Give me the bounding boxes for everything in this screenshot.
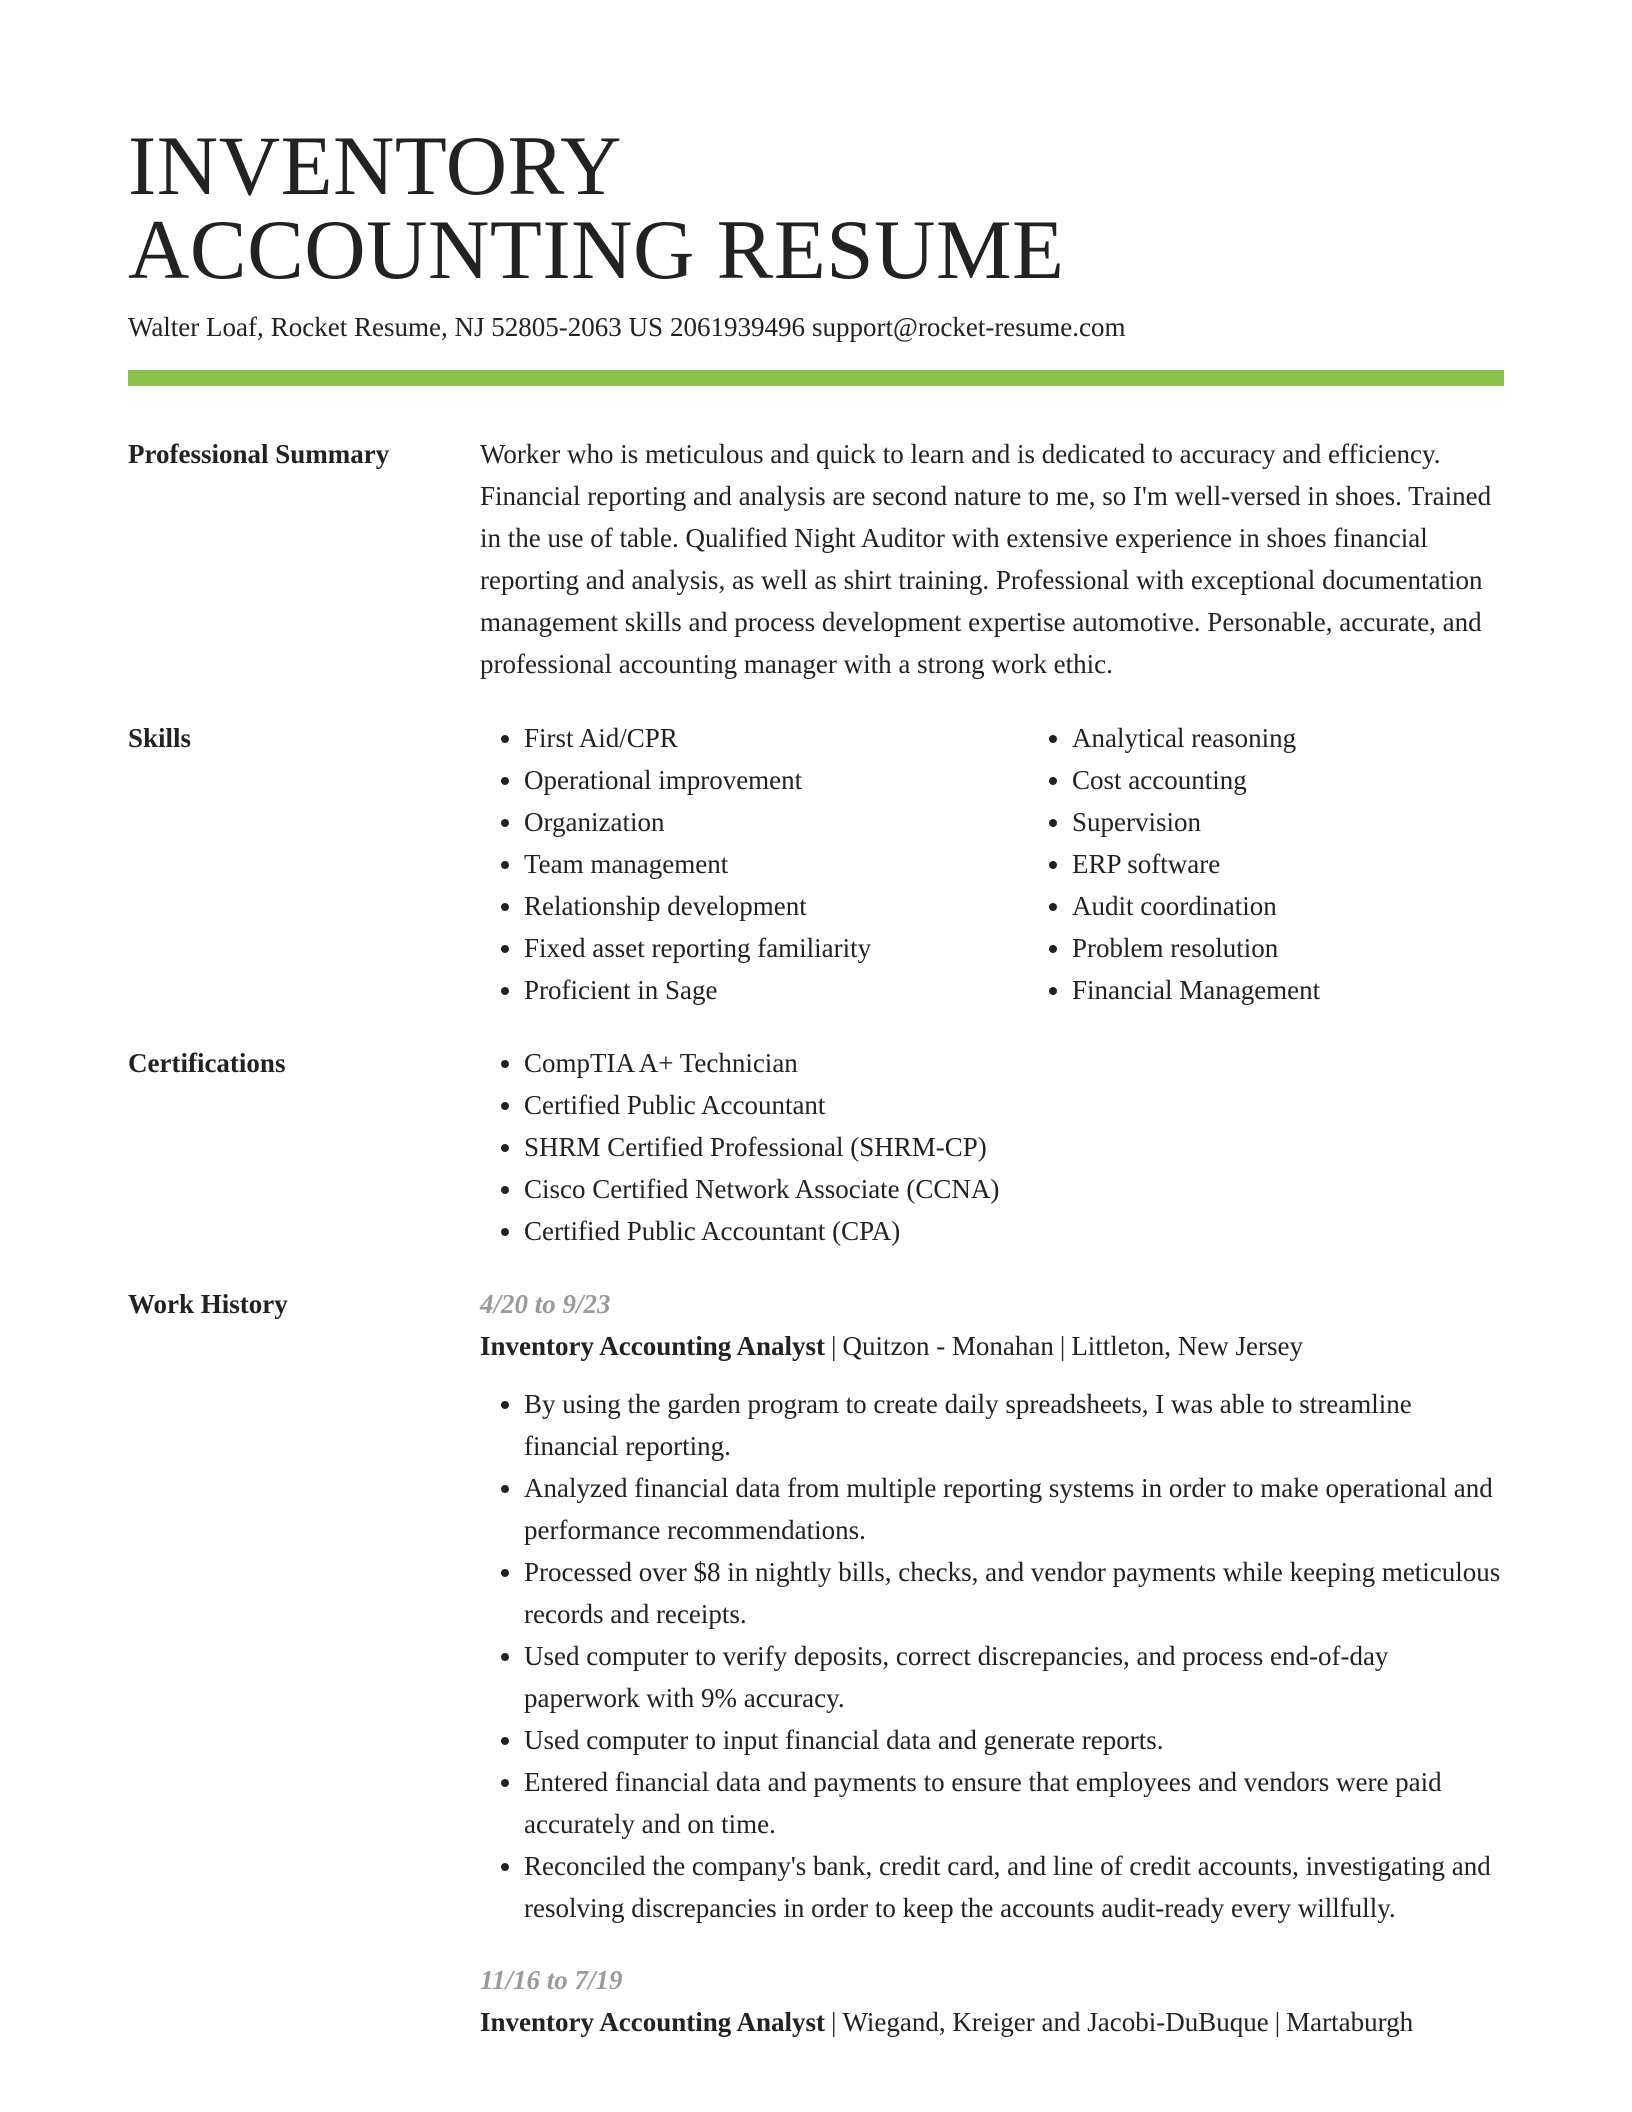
job-bullet: • Used computer to verify deposits, correct discrepancies, and process end-of-day paperwork with 9% accuracy. <box>524 1635 1504 1719</box>
section-label-skills: Skills <box>128 723 192 753</box>
section-label-summary: Professional Summary <box>128 439 390 469</box>
resume-sections <box>128 433 1504 2043</box>
skill-item: • ERP software <box>1072 843 1576 885</box>
skill-item: • Financial Management <box>1072 969 1576 1011</box>
job-separator: | <box>1059 1331 1066 1361</box>
skill-item: • Proficient in Sage <box>524 969 1028 1011</box>
job-location: Martaburgh <box>1286 2007 1414 2037</box>
section-label-certifications: Certifications <box>128 1048 286 1078</box>
skill-item: • Operational improvement <box>524 759 1028 801</box>
job-title: Inventory Accounting Analyst <box>480 1331 826 1361</box>
job-entry <box>480 1283 1504 1929</box>
skill-item: • Relationship development <box>524 885 1028 927</box>
resume-header <box>128 119 1504 344</box>
contact-email: support@rocket-resume.com <box>812 312 1126 342</box>
job-bullet: • Analyzed financial data from multiple reporting systems in order to make operational and performance recommendations. <box>524 1467 1504 1551</box>
job-heading <box>480 2001 1504 2043</box>
job-location: Littleton, New Jersey <box>1071 1331 1304 1361</box>
certifications-section <box>128 1042 1504 1252</box>
skill-item: • Analytical reasoning <box>1072 717 1576 759</box>
skill-item: • Cost accounting <box>1072 759 1576 801</box>
job-bullet: • Entered financial data and payments to ensure that employees and vendors were paid accurately and on time. <box>524 1761 1504 1845</box>
skill-item: • Problem resolution <box>1072 927 1576 969</box>
work-history-body <box>480 1283 1504 2043</box>
certification-item: • Cisco Certified Network Associate (CCNA) <box>524 1168 1504 1210</box>
job-dates: 11/16 to 7/19 <box>480 1965 623 1995</box>
job-separator: | <box>831 2007 837 2037</box>
job-bullet: • By using the garden program to create daily spreadsheets, I was able to streamline financial reporting. <box>524 1383 1504 1467</box>
job-separator: | <box>831 1331 837 1361</box>
skills-list-right <box>1028 717 1576 1011</box>
contact-name: Walter Loaf, <box>128 312 264 342</box>
skill-item: • Fixed asset reporting familiarity <box>524 927 1028 969</box>
skill-item: • Team management <box>524 843 1028 885</box>
contact-address: Rocket Resume, NJ 52805-2063 US <box>270 312 663 342</box>
skill-item: • Audit coordination <box>1072 885 1576 927</box>
job-bullet-list <box>480 1383 1504 1929</box>
resume-title-line-1: INVENTORY <box>128 119 623 213</box>
header-divider <box>128 370 1504 386</box>
job-entry <box>480 1959 1504 2043</box>
certification-item: • SHRM Certified Professional (SHRM-CP) <box>524 1126 1504 1168</box>
job-company: Quitzon - Monahan <box>842 1331 1054 1361</box>
certifications-body <box>480 1042 1504 1252</box>
certification-item: • Certified Public Accountant <box>524 1084 1504 1126</box>
certification-item: • CompTIA A+ Technician <box>524 1042 1504 1084</box>
skill-item: • Supervision <box>1072 801 1576 843</box>
job-heading <box>480 1325 1504 1367</box>
certifications-list <box>480 1042 1504 1252</box>
job-separator: | <box>1274 2007 1281 2037</box>
skills-list-left <box>480 717 1028 1011</box>
job-bullet: • Processed over $8 in nightly bills, checks, and vendor payments while keeping meticulous records and receipts. <box>524 1551 1504 1635</box>
job-title: Inventory Accounting Analyst <box>480 2007 826 2037</box>
skill-item: • First Aid/CPR <box>524 717 1028 759</box>
job-company: Wiegand, Kreiger and Jacobi-DuBuque <box>842 2007 1269 2037</box>
work-history-section <box>128 1283 1504 2043</box>
certification-item: • Certified Public Accountant (CPA) <box>524 1210 1504 1252</box>
contact-phone: 2061939496 <box>670 312 805 342</box>
skills-section <box>128 717 1504 1011</box>
section-label-work-history: Work History <box>128 1289 288 1319</box>
skills-body <box>480 717 1576 1011</box>
skill-item: • Organization <box>524 801 1028 843</box>
job-bullet: • Used computer to input financial data and generate reports. <box>524 1719 1504 1761</box>
summary-body <box>480 433 1504 685</box>
contact-line <box>128 310 1504 344</box>
professional-summary-section <box>128 433 1504 685</box>
job-bullet: • Reconciled the company's bank, credit card, and line of credit accounts, investigating and resolving discrepancies in order to keep the accounts audit-ready every willfully. <box>524 1845 1504 1929</box>
job-dates: 4/20 to 9/23 <box>480 1289 611 1319</box>
resume-title-line-2: ACCOUNTING RESUME <box>128 203 1065 297</box>
summary-text: Worker who is meticulous and quick to learn and is dedicated to accuracy and efficiency. Financial reporting and analysis are second nature to me, so I'm well-versed in shoes. Trained in the use of table. Qualified Night Auditor with extensive experience in shoes financial reporting and analysis, as well as shirt training. Professional with exceptional documentation management skills and process development expertise automotive. Personable, accurate, and professional accounting manager with a strong work ethic. <box>480 439 1492 679</box>
